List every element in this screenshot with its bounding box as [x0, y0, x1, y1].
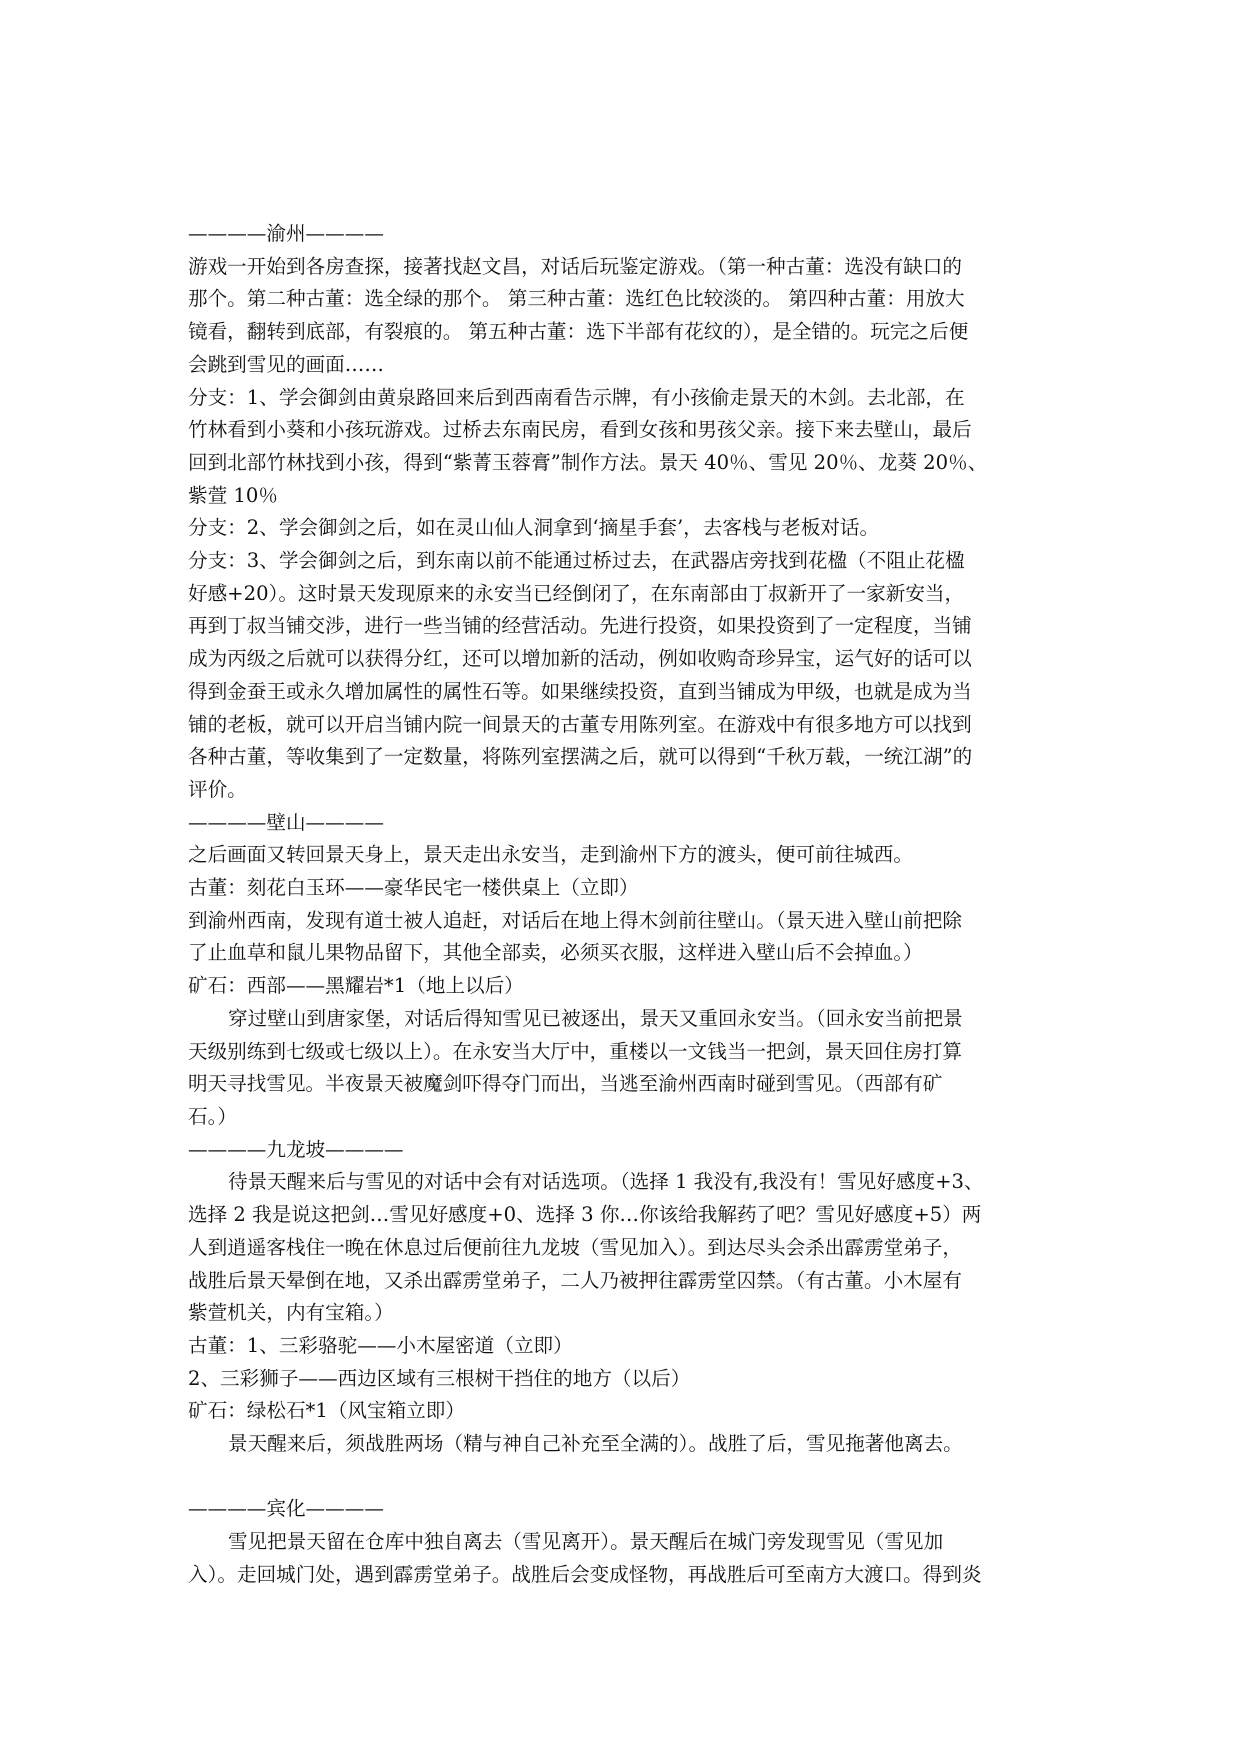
text-line: ————九龙坡———— [188, 1137, 404, 1161]
blank-line [188, 1461, 1058, 1494]
text-line: ————壁山———— [188, 810, 384, 834]
text-line: 游戏一开始到各房查探，接著找赵文昌，对话后玩鉴定游戏。（第一种古董：选没有缺口的 [188, 254, 962, 278]
text-line: 紫萱 10％ [188, 483, 278, 507]
text-line: 会跳到雪见的画面…… [188, 352, 384, 376]
text-line: 各种古董，等收集到了一定数量，将陈列室摆满之后，就可以得到“千秋万载，一统江湖”的 [188, 745, 973, 769]
text-line: 古董：刻花白玉环——豪华民宅一楼供桌上（立即） [188, 876, 639, 900]
text-line: ————渝州———— [188, 222, 384, 245]
text-line: 矿石：西部——黑耀岩*1（地上以后） [188, 974, 524, 998]
text-line: 到渝州西南，发现有道士被人追赶，对话后在地上得木剑前往壁山。（景天进入壁山前把除 [188, 908, 962, 932]
text-line: 回到北部竹林找到小孩，得到“紫菁玉蓉膏”制作方法。景天 40％、雪见 20％、龙葵 20％、 [188, 450, 988, 474]
text-line: 铺的老板，就可以开启当铺内院一间景天的古董专用陈列室。在游戏中有很多地方可以找到 [188, 712, 972, 736]
text-line: 明天寻找雪见。半夜景天被魔剑吓得夺门而出，当逃至渝州西南时碰到雪见。（西部有矿 [188, 1072, 943, 1096]
text-line: 分支：3、学会御剑之后，到东南以前不能通过桥过去，在武器店旁找到花楹（不阻止花楹 [188, 549, 965, 573]
document-body [188, 218, 1058, 1592]
text-line: 镜看，翻转到底部，有裂痕的。 第五种古董：选下半部有花纹的），是全错的。玩完之后便 [188, 320, 969, 344]
text-line: 选择 2 我是说这把剑…雪见好感度+0、选择 3 你…你该给我解药了吧？雪见好感度+5）两 [188, 1203, 982, 1227]
text-line: 石。） [188, 1104, 237, 1128]
text-line: 雪见把景天留在仓库中独自离去（雪见离开）。景天醒后在城门旁发现雪见（雪见加 [228, 1530, 944, 1554]
text-line: 竹林看到小葵和小孩玩游戏。过桥去东南民房，看到女孩和男孩父亲。接下来去壁山，最后 [188, 418, 972, 442]
text-line: 再到丁叔当铺交涉，进行一些当铺的经营活动。先进行投资，如果投资到了一定程度，当铺 [188, 614, 972, 638]
text-line: 古董：1、三彩骆驼——小木屋密道（立即） [188, 1333, 573, 1357]
text-line: 景天醒来后，须战胜两场（精与神自己补充至全满的）。战胜了后，雪见拖著他离去。 [228, 1432, 963, 1456]
text-line: 好感+20）。这时景天发现原来的永安当已经倒闭了，在东南部由丁叔新开了一家新安当， [188, 581, 965, 605]
text-line: ————宾化———— [188, 1497, 384, 1521]
text-line: 分支：2、学会御剑之后，如在灵山仙人洞拿到‘摘星手套’，去客栈与老板对话。 [188, 516, 880, 540]
text-line: 矿石：绿松石*1（风宝箱立即） [188, 1399, 465, 1423]
text-line: 之后画面又转回景天身上，景天走出永安当，走到渝州下方的渡头，便可前往城西。 [188, 843, 913, 867]
text-line: 评价。 [188, 777, 247, 801]
text-line: 2、三彩狮子——西边区域有三根树干挡住的地方（以后） [188, 1366, 691, 1390]
text-line: 穿过壁山到唐家堡，对话后得知雪见已被逐出，景天又重回永安当。（回永安当前把景 [228, 1006, 963, 1030]
text-line: 成为丙级之后就可以获得分红，还可以增加新的活动，例如收购奇珍异宝，运气好的话可以 [188, 647, 972, 671]
text-line: 了止血草和鼠儿果物品留下，其他全部卖，必须买衣服，这样进入壁山后不会掉血。） [188, 941, 923, 965]
text-line: 战胜后景天晕倒在地，又杀出霹雳堂弟子，二人乃被押往霹雳堂囚禁。（有古董。小木屋有 [188, 1268, 962, 1292]
text-line: 天级别练到七级或七级以上）。在永安当大厅中，重楼以一文钱当一把剑，景天回住房打算 [188, 1039, 962, 1063]
text-line: 入）。走回城门处，遇到霹雳堂弟子。战胜后会变成怪物，再战胜后可至南方大渡口。得到炎 [188, 1562, 982, 1586]
text-line: 分支：1、学会御剑由黄泉路回来后到西南看告示牌，有小孩偷走景天的木剑。去北部，在 [188, 385, 965, 409]
text-line: 人到逍遥客栈住一晚在休息过后便前往九龙坡（雪见加入）。到达尽头会杀出霹雳堂弟子， [188, 1235, 962, 1259]
text-line: 紫萱机关，内有宝箱。） [188, 1301, 394, 1325]
text-line: 得到金蚕王或永久增加属性的属性石等。如果继续投资，直到当铺成为甲级，也就是成为当 [188, 679, 972, 703]
text-line: 那个。第二种古董：选全绿的那个。 第三种古董：选红色比较淡的。 第四种古董：用放大 [188, 287, 965, 311]
text-line: 待景天醒来后与雪见的对话中会有对话选项。（选择 1 我没有,我没有！雪见好感度+3、 [228, 1170, 984, 1194]
